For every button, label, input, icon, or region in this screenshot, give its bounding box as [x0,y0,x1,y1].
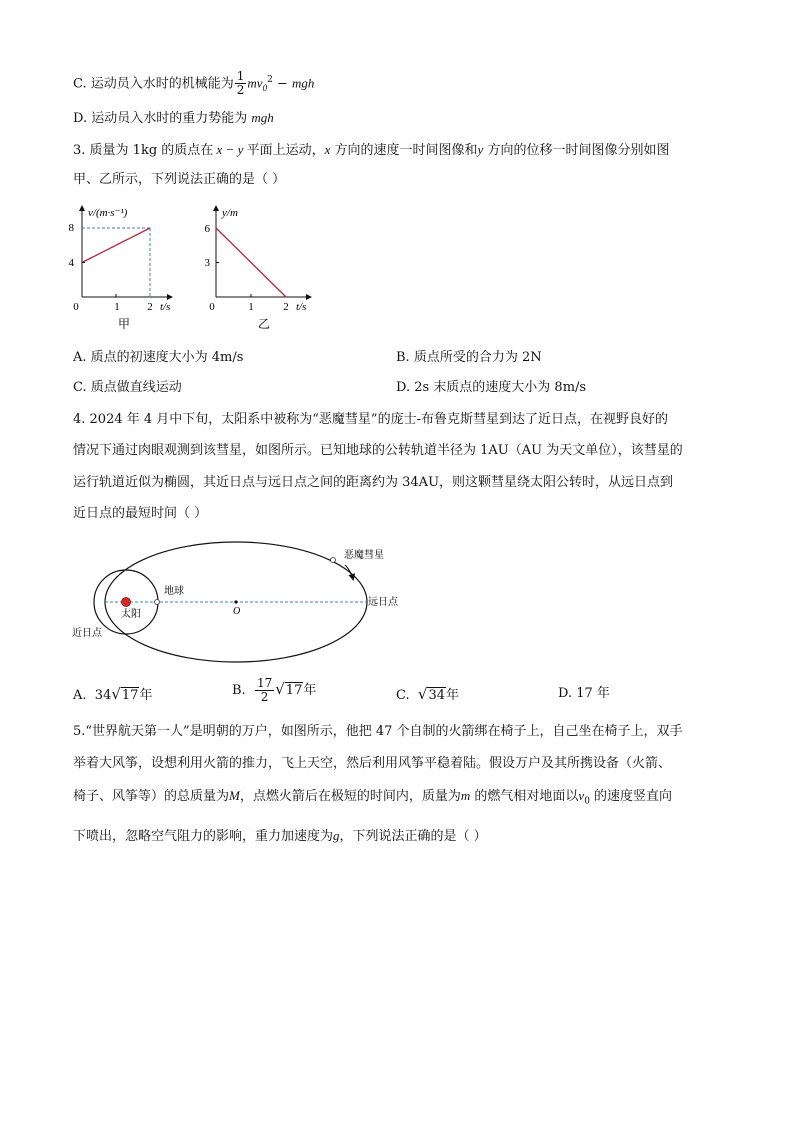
yi-ytick-3: 3 [204,257,210,269]
half-fraction: $\frac{1}{2}$ [236,69,245,98]
comet-orbit-diagram [68,535,413,670]
q4-stem-line1: 4. 2024 年 4 月中下旬，太阳系中被称为“恶魔彗星”的庞士-布鲁克斯彗星到达了近日点，在视野良好的 [73,412,668,427]
jia-xtick-0: 0 [73,301,79,313]
q4-option-d[interactable]: D. 17 年 [558,686,610,701]
jia-xtick-1: 1 [114,301,120,313]
q4-stem-line4: 近日点的最短时间（ ） [73,506,208,521]
center-point [234,600,237,603]
yi-series-line [216,228,286,297]
velocity-time-graph [62,200,182,335]
q2-option-c-text: C. 运动员入水时的机械能为 [73,76,234,92]
displacement-time-graph [196,200,321,335]
yi-caption: 乙 [257,317,271,331]
q3-option-a[interactable]: A. 质点的初速度大小为 4m/s [73,350,244,365]
sun-label: 太阳 [121,609,141,620]
q4-stem-line2: 情况下通过肉眼观测到该彗星，如图所示。已知地球的公转轨道半径为 1AU（AU 为天文单位），该彗星的 [73,443,683,458]
perihelion-label: 近日点 [72,628,102,639]
q2-option-c: C. 运动员入水时的机械能为 $\frac{1}{2}$ $mv_0^2$ − mgh [73,69,315,98]
earth-icon [155,600,160,605]
yi-xtick-0: 0 [209,301,215,313]
sun-icon [122,598,131,607]
yi-xtick-1: 1 [248,301,254,313]
q2-option-d: D. 运动员入水时的重力势能为 mgh [73,110,274,126]
q3-option-d[interactable]: D. 2s 末质点的速度大小为 8m/s [396,380,587,395]
earth-label: 地球 [164,586,184,597]
q3-option-b[interactable]: B. 质点所受的合力为 2N [396,350,542,365]
yi-x-label: t/s [296,301,307,313]
comet-label: 恶魔彗星 [344,550,384,561]
aphelion-label: 远日点 [368,597,398,608]
jia-caption: 甲 [117,317,131,331]
yi-y-label: y/m [222,207,238,219]
jia-x-label: t/s [160,301,171,313]
jia-ytick-8: 8 [68,222,74,234]
q4-stem-line3: 运行轨道近似为椭圆，其近日点与远日点之间的距离约为 34AU，则这颗彗星绕太阳公转时，从远日点到 [73,475,674,490]
yi-xtick-2: 2 [283,301,289,313]
comet-icon [331,558,336,563]
q4-option-c[interactable]: C. √34年 [396,685,460,703]
q4-option-a[interactable]: A. 34√17年 [73,685,153,703]
q5-stem-line4: 下喷出，忽略空气阻力的影响，重力加速度为g，下列说法正确的是（ ） [73,828,487,844]
jia-series-line [82,228,150,263]
center-label: O [233,606,241,617]
q3-stem-line1: 3. 质量为 1kg 的质点在 x − y 平面上运动，x 方向的速度一时间图像和y 方向的位移一时间图像分别如图 [73,142,670,158]
jia-ytick-4: 4 [68,257,74,269]
q4-option-b[interactable]: B. $\frac{17}{2}$ √17年 [232,676,317,704]
jia-y-label: v/(m·s⁻¹) [88,207,128,219]
q5-stem-line3: 椅子、风筝等）的总质量为M，点燃火箭后在极短的时间内，质量为m 的燃气相对地面以$v_0$ 的速度竖直向 [73,788,673,807]
seventeen-halves-fraction: $\frac{17}{2}$ [256,676,273,704]
q5-stem-line2: 举着大风筝，设想利用火箭的推力，飞上天空，然后利用风筝平稳着陆。假设万户及其所携设备（火箭、 [73,756,672,771]
jia-xtick-2: 2 [147,301,153,313]
q5-stem-line1: 5.“世界航天第一人”是明朝的万户，如图所示，他把 47 个自制的火箭绑在椅子上，自己坐在椅子上，双手 [73,724,683,739]
yi-ytick-6: 6 [204,223,210,235]
q3-stem-line2: 甲、乙所示，下列说法正确的是（ ） [73,172,286,187]
q3-option-c[interactable]: C. 质点做直线运动 [73,380,182,395]
